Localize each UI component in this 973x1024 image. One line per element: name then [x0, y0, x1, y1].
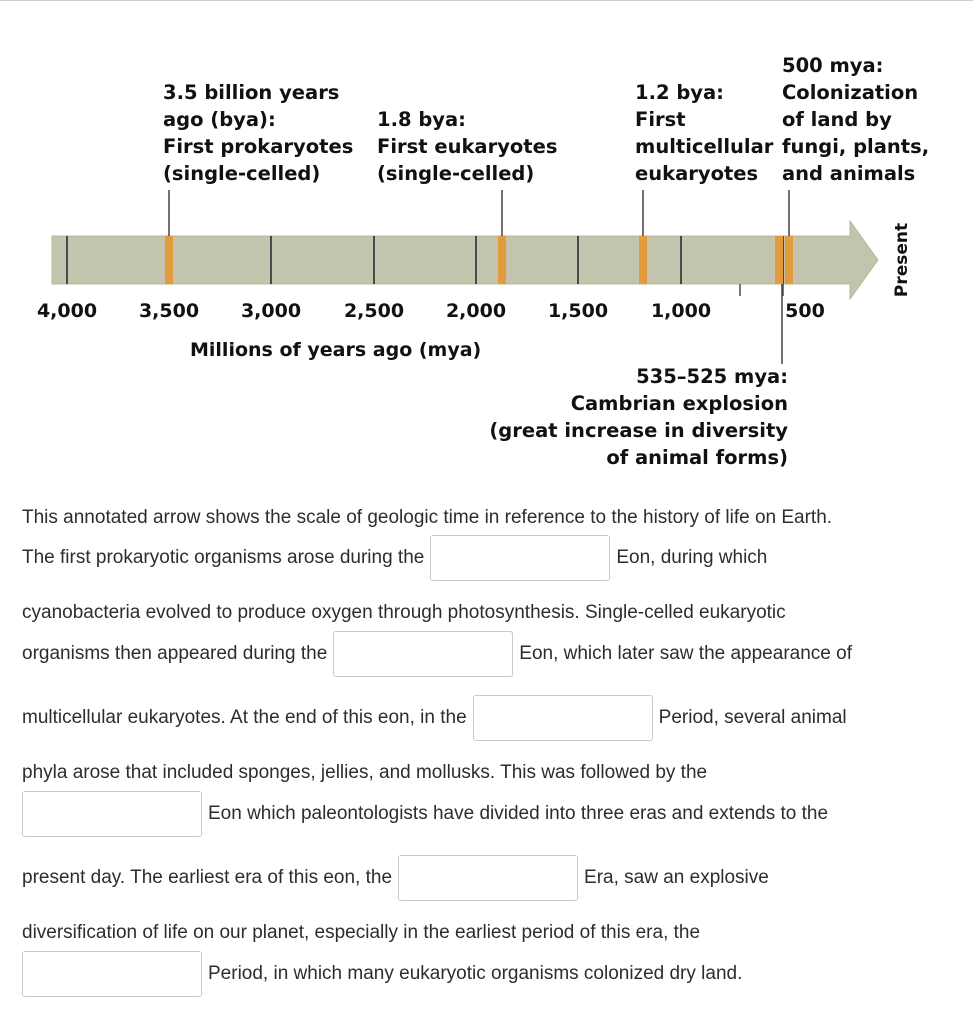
annotation-first-multicellular: 1.2 bya: First multicellular eukaryotes — [635, 81, 774, 185]
event-marker — [639, 236, 647, 284]
blank-third-eon[interactable] — [22, 791, 202, 837]
line-text: Eon which paleontologists have divided into three eras and extends to the — [208, 803, 829, 824]
line-text: diversification of life on our planet, especially in the earliest period of this era, the — [22, 922, 701, 943]
line-text: phyla arose that included sponges, jellies, and mollusks. This was followed by the — [22, 762, 708, 783]
line-text: multicellular eukaryotes. At the end of this eon, in the — [22, 707, 467, 728]
line-text: Period, in which many eukaryotic organisms colonized dry land. — [208, 963, 743, 984]
blank-period[interactable] — [473, 695, 653, 741]
event-marker — [785, 236, 793, 284]
geologic-timeline-figure — [0, 0, 973, 480]
line-text: Period, several animal — [658, 707, 847, 728]
annotation-colonization-of-land: 500 mya: Colonization of land by fungi, plants, and animals — [782, 54, 930, 185]
question-line — [22, 629, 953, 679]
event-marker — [498, 236, 506, 284]
annotation-cambrian-explosion: 535–525 mya: Cambrian explosion (great increase in diversity of animal forms) — [489, 365, 788, 469]
intro-text: This annotated arrow shows the scale of geologic time in reference to the history of life on Earth. — [22, 507, 833, 528]
line-text: Era, saw an explosive — [584, 867, 769, 888]
question-line — [22, 949, 953, 999]
line-text: The first prokaryotic organisms arose during the — [22, 547, 425, 568]
blank-first-eon[interactable] — [430, 535, 610, 581]
line-text: Eon, during which — [616, 547, 768, 568]
tick-label: 1,500 — [547, 300, 609, 322]
question-line — [22, 533, 953, 583]
event-marker — [165, 236, 173, 284]
event-marker — [775, 236, 783, 284]
tick-label: 2,500 — [343, 300, 405, 322]
tick-label: 3,500 — [138, 300, 200, 322]
blank-earliest-period[interactable] — [22, 951, 202, 997]
line-text: present day. The earliest era of this eon, the — [22, 867, 393, 888]
question-line — [22, 693, 953, 743]
line-text: Eon, which later saw the appearance of — [519, 643, 852, 664]
tick-label: 3,000 — [240, 300, 302, 322]
blank-second-eon[interactable] — [333, 631, 513, 677]
question-line — [22, 789, 953, 839]
axis-label: Millions of years ago (mya) — [190, 339, 482, 361]
blank-era[interactable] — [398, 855, 578, 901]
question-line — [22, 853, 953, 903]
line-text: cyanobacteria evolved to produce oxygen through photosynthesis. Single-celled eukaryotic — [22, 602, 786, 623]
tick-label: 1,000 — [650, 300, 712, 322]
tick-label: 2,000 — [445, 300, 507, 322]
annotation-first-eukaryotes: 1.8 bya: First eukaryotes (single-celled) — [377, 108, 558, 185]
present-label: Present — [892, 222, 912, 298]
annotation-first-prokaryotes: 3.5 billion years ago (bya): First prokaryotes (single-celled) — [163, 81, 354, 185]
tick-label: 4,000 — [36, 300, 98, 322]
line-text: organisms then appeared during the — [22, 643, 328, 664]
timeline-arrow — [52, 221, 878, 299]
tick-label: 500 — [785, 300, 825, 322]
